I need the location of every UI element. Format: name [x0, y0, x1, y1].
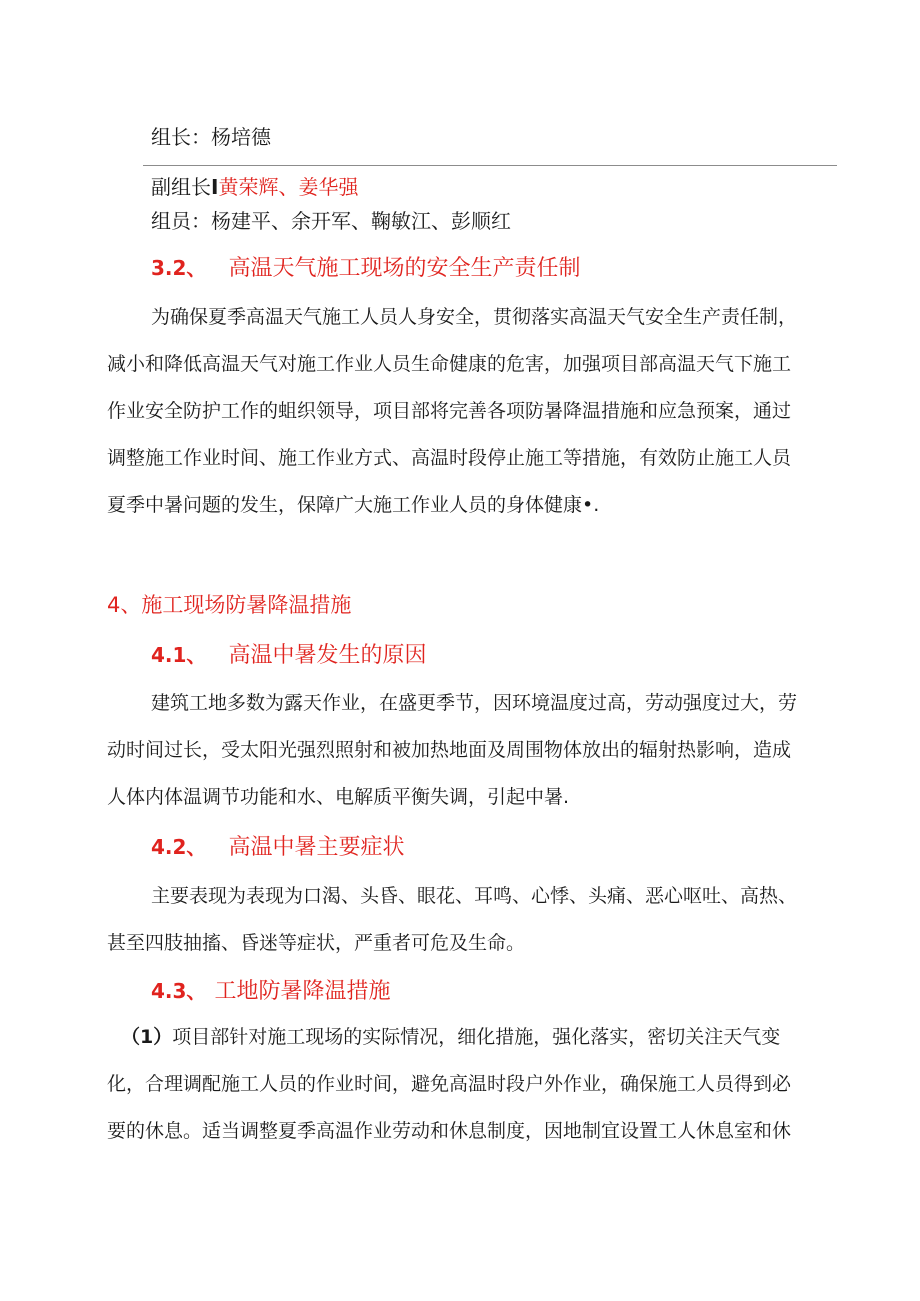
team-deputy — [151, 173, 358, 201]
heading-4-1-title: 高温中暑发生的原因 — [228, 643, 427, 668]
paragraph-line: 作业安全防护工作的蛆织领导，项目部将完善各项防暑降温措施和应急预案，通过 — [107, 400, 792, 422]
paragraph-line: 要的休息。适当调整夏季高温作业劳动和休息制度，因地制宜设置工人休息室和休 — [107, 1120, 792, 1142]
team-leader: 组长：杨培德 — [151, 125, 271, 149]
deputy-separator: I — [211, 175, 219, 199]
heading-4-1 — [151, 640, 426, 671]
heading-4: 4、施工现场防暑降温措施 — [107, 593, 352, 617]
deputy-names: 黄荣辉、姜华强 — [218, 175, 359, 199]
paragraph-line: 人体内体温调节功能和水、电解质平衡失调，引起中暑. — [107, 786, 570, 808]
paragraph-line: 建筑工地多数为露天作业，在盛更季节，因环境温度过高，劳动强度过大，劳 — [151, 692, 798, 714]
deputy-label: 副组长 — [151, 175, 211, 199]
heading-3-2-title: 高温天气施工现场的安全生产责任制 — [228, 256, 581, 281]
heading-4-2 — [151, 832, 404, 863]
divider-line — [143, 165, 837, 166]
paragraph-line: 动时间过长，受太阳光强烈照射和被加热地面及周围物体放出的辐射热影响，造成 — [107, 739, 792, 761]
heading-3-2-number: 3.2、 — [151, 256, 207, 280]
paragraph-4-2 — [107, 873, 833, 967]
paragraph-line: 调整施工作业时间、施工作业方式、高温时段停止施工等措施，有效防止施工人员 — [107, 447, 792, 469]
heading-4-1-number: 4.1、 — [151, 643, 207, 667]
heading-4-3-title: 工地防暑降温措施 — [214, 979, 391, 1004]
heading-3-2 — [151, 253, 580, 284]
paragraph-line: （1）项目部针对施工现场的实际情况，细化措施，强化落实，密切关注天气变 — [121, 1026, 781, 1048]
paragraph-line: 化，合理调配施工人员的作业时间，避免高温时段户外作业，确保施工人员得到必 — [107, 1073, 792, 1095]
paragraph-line: 主要表现为表现为口渴、头昏、眼花、耳鸣、心悸、头痛、恶心呕吐、高热、 — [151, 885, 798, 907]
heading-4-2-title: 高温中暑主要症状 — [228, 835, 405, 860]
paragraph-4-1 — [107, 680, 833, 821]
paragraph-4-3 — [107, 1014, 833, 1155]
paragraph-line: 减小和降低高温天气对施工作业人员生命健康的危害，加强项目部高温天气下施工 — [107, 353, 792, 375]
team-members: 组员：杨建平、余开军、鞠敏江、彭顺红 — [151, 209, 511, 233]
paragraph-3-2 — [107, 294, 833, 529]
heading-4-3 — [151, 976, 390, 1007]
paragraph-line: 甚至四肢抽搐、昏迷等症状，严重者可危及生命。 — [107, 932, 526, 954]
heading-4-2-number: 4.2、 — [151, 835, 207, 859]
paragraph-line: 为确保夏季高温天气施工人员人身安全，贯彻落实高温天气安全生产责任制， — [151, 306, 798, 328]
paragraph-line: 夏季中暑问题的发生，保障广大施工作业人员的身体健康•. — [107, 494, 600, 516]
item-marker: （1） — [121, 1026, 173, 1048]
heading-4-3-number: 4.3、 — [151, 979, 207, 1003]
